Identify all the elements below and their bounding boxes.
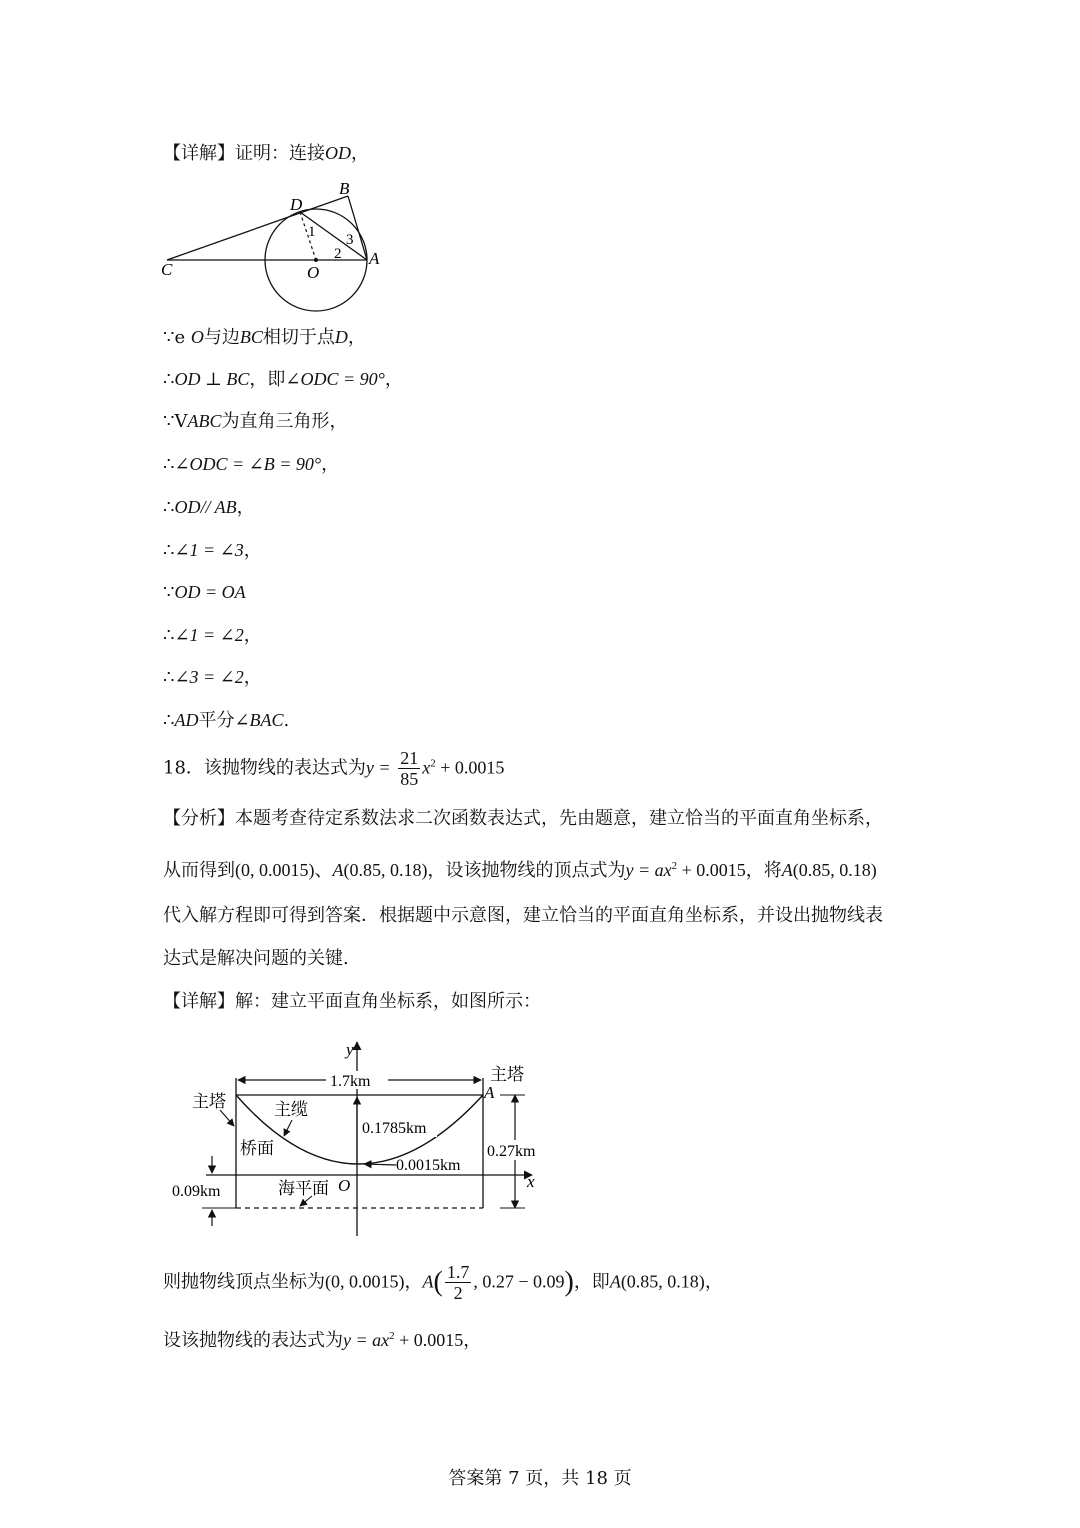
- analysis-label: 【分析】: [163, 808, 235, 829]
- point-A-label: A: [484, 1083, 495, 1102]
- detail-label: 【详解】: [163, 143, 235, 164]
- setup-line: 设该抛物线的表达式为$y = ax^2 + 0.0015$，: [163, 1330, 482, 1351]
- angle-2: 2: [334, 246, 342, 262]
- detail-label: 【详解】: [163, 991, 235, 1012]
- proof-line-3: ∵VABC为直角三角形，: [163, 411, 348, 432]
- circle-tangent-figure: [155, 172, 395, 322]
- fraction-21-85: $\frac{21}{85}$: [400, 748, 419, 789]
- span-label: 1.7km: [330, 1073, 371, 1090]
- label-O: O: [307, 263, 320, 282]
- question-18: 18．该抛物线的表达式为y = $\frac{21}{85}$ $x^2 + 0.0015$: [163, 748, 505, 789]
- label-C: C: [161, 260, 173, 279]
- height-01785-label: 0.1785km: [362, 1120, 427, 1137]
- sea-level-label: 海平面: [278, 1179, 329, 1198]
- proof-line-7: ∵OD = OA: [163, 582, 246, 603]
- proof-line-2: ∴OD ⊥ BC，即∠ODC = 90°，: [163, 369, 403, 390]
- axis-y-label: y: [346, 1040, 354, 1059]
- proof-line-10: ∴AD平分∠BAC.: [163, 710, 290, 731]
- proof-line-5: ∴OD// AB，: [163, 497, 255, 518]
- origin-label: O: [338, 1176, 351, 1195]
- bridge-parabola-figure: [160, 1036, 560, 1241]
- fraction-17-2: $\frac{1.7}{2}$: [446, 1262, 470, 1303]
- proof-line-9: ∴∠3 = ∠2，: [163, 667, 262, 688]
- angle-3: 3: [346, 232, 354, 248]
- label-D: D: [290, 195, 303, 214]
- proof-line-4: ∴∠ODC = ∠B = 90°，: [163, 454, 340, 475]
- height-027-label: 0.27km: [487, 1143, 536, 1160]
- analysis-line-1: 【分析】本题考查待定系数法求二次函数表达式，先由题意，建立恰当的平面直角坐标系，: [163, 808, 883, 829]
- proof-line-6: ∴∠1 = ∠3，: [163, 540, 262, 561]
- analysis-line-4: 达式是解决问题的关键.: [163, 948, 349, 969]
- tower-left-label: 主塔: [192, 1092, 226, 1111]
- detail-heading-1: 【详解】证明：连接OD，: [163, 143, 369, 164]
- analysis-line-3: 代入解方程即可得到答案．根据题中示意图，建立恰当的平面直角坐标系，并设出抛物线表: [163, 905, 883, 926]
- label-A: A: [369, 249, 380, 268]
- deck-label: 桥面: [240, 1139, 274, 1158]
- axis-x-label: x: [527, 1172, 535, 1191]
- cable-label: 主缆: [274, 1100, 308, 1119]
- height-009-label: 0.09km: [172, 1183, 221, 1200]
- tower-right-label: 主塔: [490, 1065, 524, 1084]
- proof-line-8: ∴∠1 = ∠2，: [163, 625, 262, 646]
- label-B: B: [339, 179, 350, 198]
- page-footer: 答案第 7 页，共 18 页: [448, 1468, 632, 1489]
- vertex-line: 则抛物线顶点坐标为(0, 0.0015)，A( $\frac{1.7}{2}$ , 0.27 − 0.09)，即A(0.85, 0.18)，: [163, 1262, 723, 1303]
- analysis-line-2: 从而得到(0, 0.0015)、A(0.85, 0.18)，设该抛物线的顶点式为$y = ax^2 + 0.0015$，将A(0.85, 0.18): [163, 860, 877, 881]
- proof-line-1: ∵e O与边BC相切于点D，: [163, 327, 366, 348]
- angle-1: 1: [308, 224, 316, 240]
- detail-heading-2: 【详解】解：建立平面直角坐标系，如图所示：: [163, 991, 541, 1012]
- height-00015-label: 0.0015km: [396, 1157, 461, 1174]
